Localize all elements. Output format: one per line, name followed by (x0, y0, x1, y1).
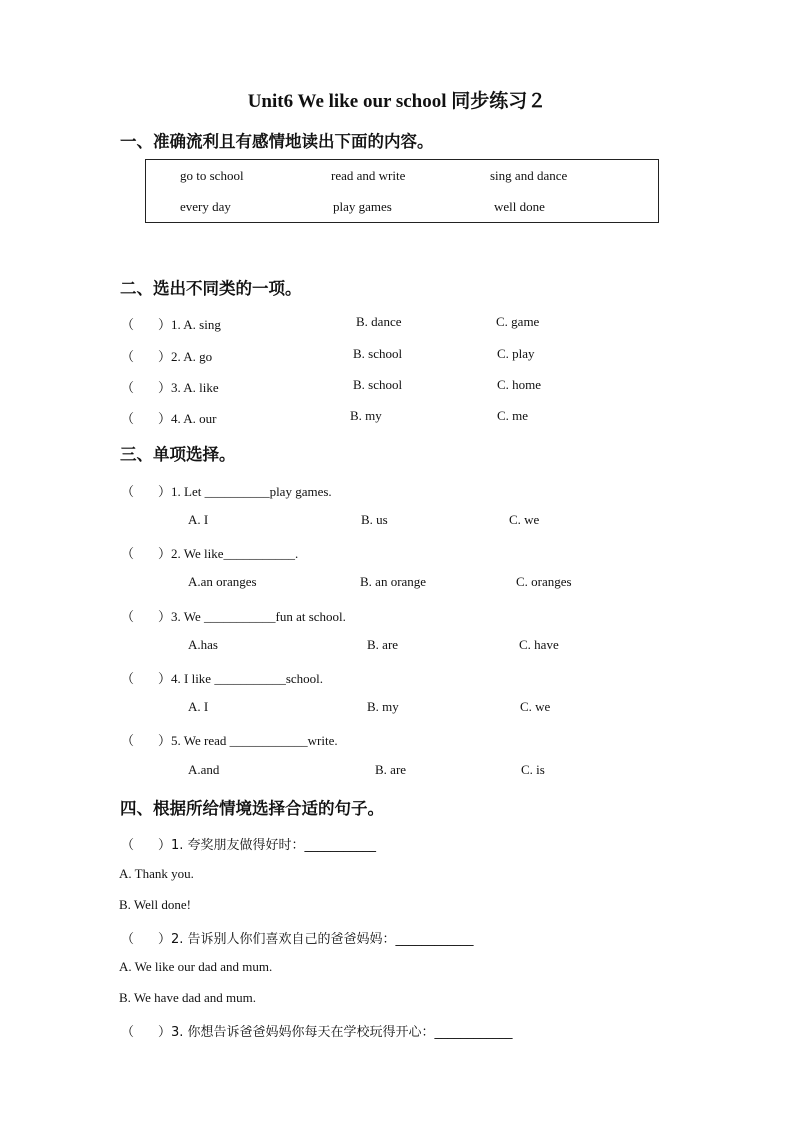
question-option-b: B. school (353, 377, 403, 392)
option-a: A. Thank you. (119, 866, 194, 881)
question-stem: ）3. 你想告诉爸爸妈妈你每天在学校玩得开心：____________ (158, 1025, 513, 1040)
option-c: C. is (521, 762, 545, 777)
question-stem: ）1. Let __________play games. (158, 484, 332, 499)
answer-paren: （ (121, 932, 135, 947)
section-2-heading: 二、选出不同类的一项。 (120, 279, 302, 298)
question-stem: ）1. 夸奖朋友做得好时：___________ (158, 838, 377, 853)
option-b: B. are (367, 637, 399, 652)
answer-paren: （ (121, 672, 135, 687)
answer-paren: （ (121, 838, 135, 853)
answer-paren: （ (121, 547, 135, 562)
answer-paren: （ (121, 318, 135, 333)
question-stem: ）2. 告诉别人你们喜欢自己的爸爸妈妈：____________ (158, 932, 474, 947)
question-option-a: ）4. A. our (158, 411, 217, 426)
section-4-heading: 四、根据所给情境选择合适的句子。 (120, 799, 384, 818)
answer-paren: （ (121, 610, 135, 625)
answer-paren: （ (121, 412, 135, 427)
question-stem: ）4. I like ___________school. (158, 671, 324, 686)
phrase: go to school (180, 168, 244, 183)
question-stem: ）3. We ___________fun at school. (158, 609, 346, 624)
question-option-c: C. play (497, 346, 535, 361)
question-stem: ）2. We like___________. (158, 546, 299, 561)
question-option-c: C. game (496, 314, 540, 329)
phrase: sing and dance (490, 168, 568, 183)
page-title: Unit6 We like our school 同步练习２ (247, 91, 547, 112)
question-option-b: B. my (350, 408, 382, 423)
option-b: B. my (367, 699, 399, 714)
answer-paren: （ (121, 1025, 135, 1040)
option-b: B. us (361, 512, 388, 527)
phrase: read and write (331, 168, 406, 183)
option-a: A. I (188, 512, 209, 527)
phrase: well done (494, 199, 545, 214)
question-option-b: B. dance (356, 314, 402, 329)
option-c: C. have (519, 637, 559, 652)
question-stem: ）5. We read ____________write. (158, 733, 338, 748)
section-3-heading: 三、单项选择。 (120, 445, 236, 464)
option-a: A.an oranges (188, 574, 257, 589)
phrase: every day (180, 199, 231, 214)
answer-paren: （ (121, 734, 135, 749)
option-c: C. oranges (516, 574, 572, 589)
option-c: C. we (509, 512, 540, 527)
answer-paren: （ (121, 485, 135, 500)
option-b: B. are (375, 762, 407, 777)
question-option-b: B. school (353, 346, 403, 361)
option-b: B. We have dad and mum. (119, 990, 256, 1005)
option-a: A. I (188, 699, 209, 714)
option-a: A.and (188, 762, 220, 777)
option-a: A.has (188, 637, 218, 652)
option-b: B. an orange (360, 574, 427, 589)
question-option-a: ）1. A. sing (158, 317, 221, 332)
option-c: C. we (520, 699, 551, 714)
answer-paren: （ (121, 350, 135, 365)
question-option-c: C. me (497, 408, 529, 423)
answer-paren: （ (121, 381, 135, 396)
phrase: play games (333, 199, 392, 214)
option-b: B. Well done! (119, 897, 192, 912)
question-option-c: C. home (497, 377, 542, 392)
option-a: A. We like our dad and mum. (119, 959, 273, 974)
section-1-heading: 一、准确流利且有感情地读出下面的内容。 (120, 132, 434, 151)
question-option-a: ）2. A. go (158, 349, 213, 364)
question-option-a: ）3. A. like (158, 380, 219, 395)
